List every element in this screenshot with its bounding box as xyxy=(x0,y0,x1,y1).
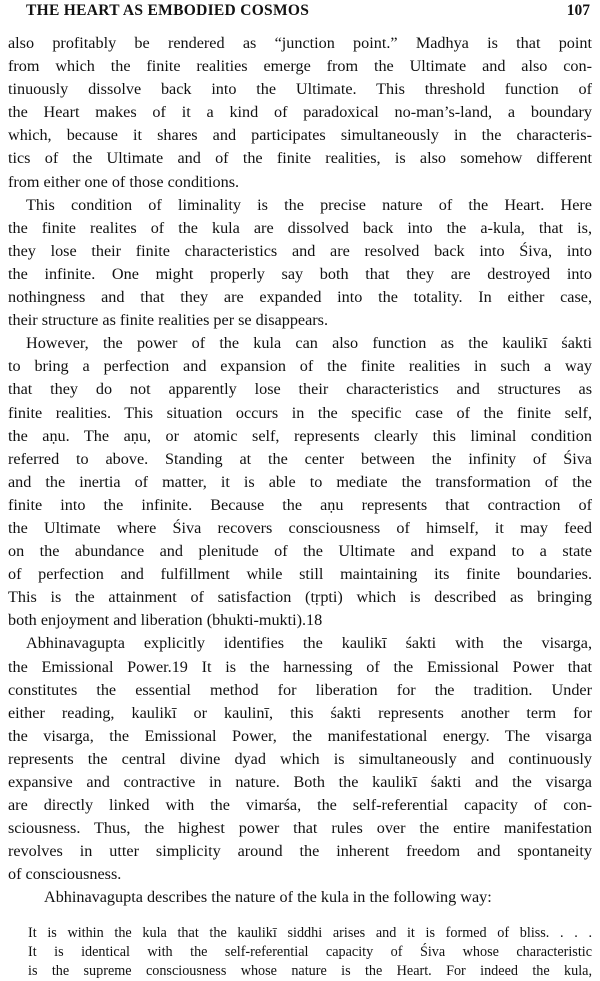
text-line: of perfection and fulfillment while still maintaining its finite boundaries. xyxy=(8,565,592,584)
text-line: which, because it shares and participates simultaneously in the characteris- xyxy=(8,126,592,145)
text-line: from either one of those conditions. xyxy=(8,172,240,191)
text-line: of consciousness. xyxy=(8,865,122,884)
text-line: tinuously dissolve back into the Ultimate. This threshold function of xyxy=(8,80,592,99)
text-line: the infinite. One might properly say both that they are destroyed into xyxy=(8,264,592,283)
text-line: Abhinavagupta explicitly identifies the kaulikī śakti with the visarga, xyxy=(26,634,592,653)
body-text xyxy=(8,32,592,981)
text-line: This condition of liminality is the precise nature of the Heart. Here xyxy=(26,195,592,214)
text-line: tics of the Ultimate and of the finite realities, is also somehow different xyxy=(8,149,592,168)
text-line: either reading, kaulikī or kaulinī, this śakti represents another term for xyxy=(8,703,592,722)
text-line: are directly linked with the vimarśa, the self-referential capacity of con- xyxy=(8,796,592,815)
text-line: the Ultimate where Śiva recovers consciousness of himself, it may feed xyxy=(8,518,592,537)
text-line: nothingness and that they are expanded into the totality. In either case, xyxy=(8,288,592,307)
text-line: from which the finite realities emerge from the Ultimate and also con- xyxy=(8,57,592,76)
text-line: to bring a perfection and expansion of the finite realities in such a way xyxy=(8,357,592,376)
text-line: both enjoyment and liberation (bhukti-mukti).18 xyxy=(8,611,323,630)
text-line: on the abundance and plenitude of the Ultimate and expand to a state xyxy=(8,542,592,561)
text-line: also profitably be rendered as “junction point.” Madhya is that point xyxy=(8,34,592,52)
block-quote xyxy=(8,924,592,981)
text-line: expansive and contractive in nature. Both the kaulikī śakti and the visarga xyxy=(8,773,592,791)
text-line: This is the attainment of satisfaction (tṛpti) which is described as bringing xyxy=(8,588,592,607)
text-line: Abhinavagupta describes the nature of the kula in the following way: xyxy=(44,888,492,907)
text-line: and the inertia of matter, it is able to mediate the transformation of the xyxy=(8,472,592,491)
quote-line: is the supreme consciousness whose nature is the Heart. For indeed the kula, xyxy=(28,962,592,979)
text-line: sciousness. Thus, the highest power that rules over the entire manifestation xyxy=(8,819,592,838)
text-line: finite realities. This situation occurs in the specific case of the finite self, xyxy=(8,403,592,422)
text-line: they lose their finite characteristics and are resolved back into Śiva, into xyxy=(8,241,592,260)
text-line: represents the central divine dyad which is simultaneously and continuously xyxy=(8,749,592,768)
text-line: referred to above. Standing at the center between the infinity of Śiva xyxy=(8,449,592,468)
text-line: the Emissional Power.19 It is the harnessing of the Emissional Power that xyxy=(8,657,592,676)
text-line: the Heart makes of it a kind of paradoxical no-man’s-land, a boundary xyxy=(8,103,592,122)
quote-line: It is within the kula that the kaulikī siddhi arises and it is formed of bliss. . . . xyxy=(28,924,592,941)
text-line: the aṇu. The aṇu, or atomic self, represents clearly this liminal condition xyxy=(8,426,592,445)
text-line: However, the power of the kula can also function as the kaulikī śakti xyxy=(26,334,592,353)
page-number: 107 xyxy=(566,2,590,19)
text-line: the visarga, the Emissional Power, the manifestational energy. The visarga xyxy=(8,726,592,745)
text-line: revolves in utter simplicity around the inherent freedom and spontaneity xyxy=(8,842,592,861)
text-line: the finite realites of the kula are dissolved back into the a-kula, that is, xyxy=(8,218,592,237)
quote-line: It is identical with the self-referential capacity of Śiva whose characteristic xyxy=(28,943,592,960)
text-line: their structure as finite realities per se disappears. xyxy=(8,311,329,330)
running-header xyxy=(0,2,600,26)
text-line: constitutes the essential method for liberation for the tradition. Under xyxy=(8,680,592,699)
text-line: finite into the infinite. Because the aṇu represents that contraction of xyxy=(8,495,592,514)
running-title: THE HEART AS EMBODIED COSMOS xyxy=(26,2,310,19)
text-line: that they do not apparently lose their characteristics and structures as xyxy=(8,380,592,399)
